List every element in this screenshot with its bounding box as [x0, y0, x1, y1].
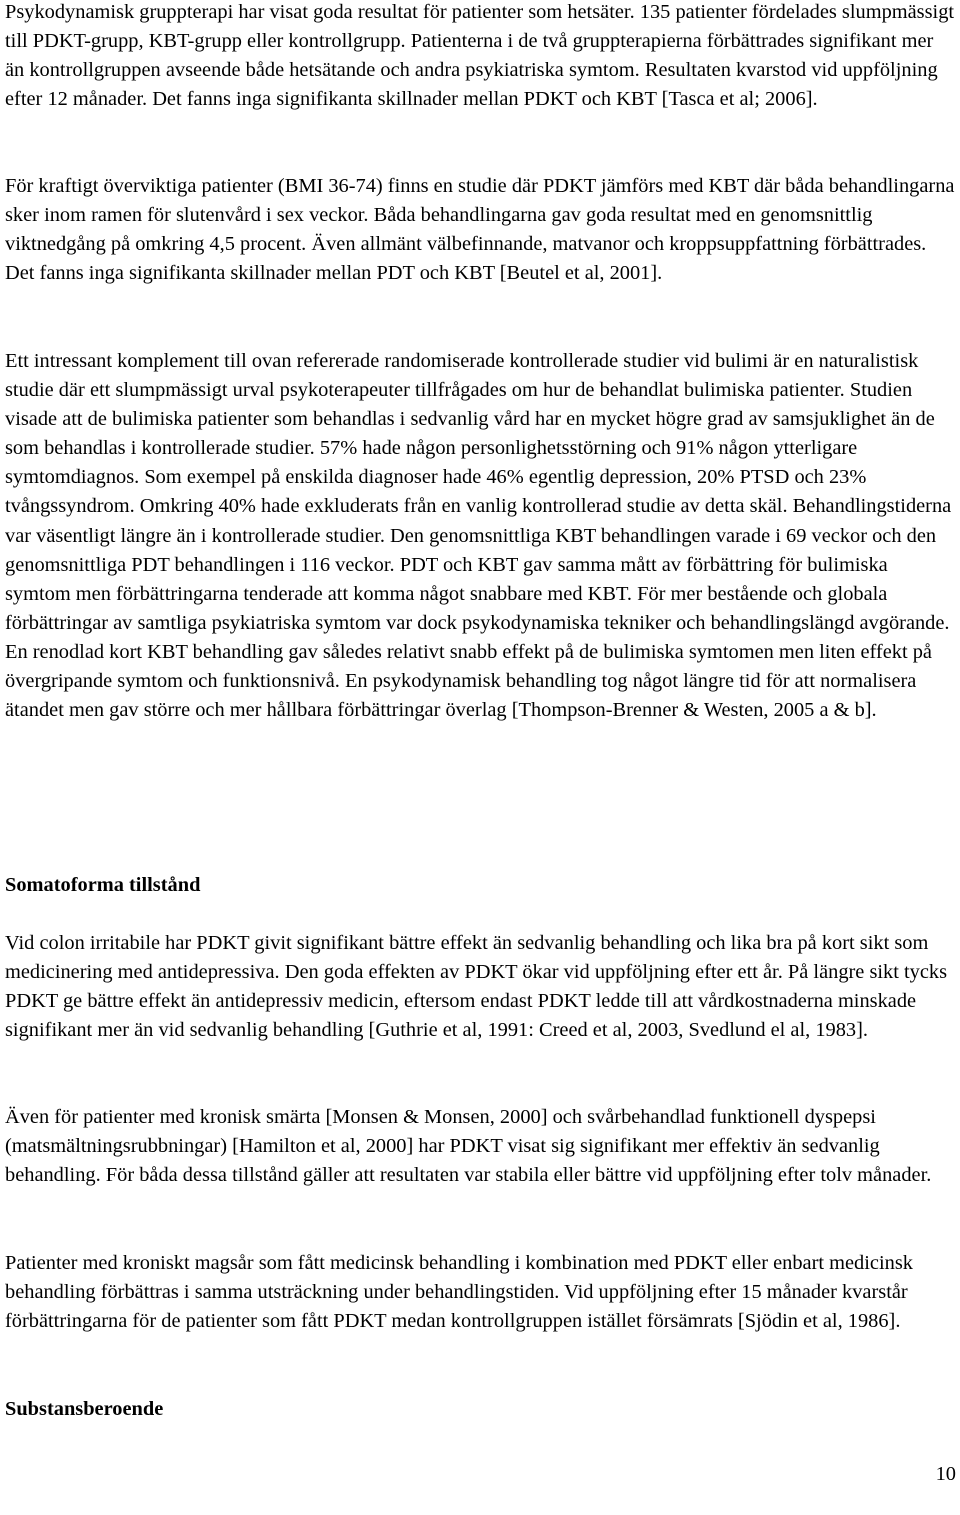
body-paragraph-naturalistic-bulimia-study: Ett intressant komplement till ovan refererade randomiserade kontrollerade studier vid bulimi är en naturalistisk studie där ett slumpmässigt urval psykoterapeuter tillfrågades om hur de behandlat bulimiska patienter. Studien visade att de bulimiska patienter som behandlas i sedvanlig vård har en mycket högre grad av samsjuklighet än de som behandlas i kontrollerade studier. 57% hade någon personlighetsstörning och 91% någon ytterligare symtomdiagnos. Som exempel på enskilda diagnoser hade 46% egentlig depression, 20% PTSD och 23% tvångssyndrom. Omkring 40% hade exkluderats från en vanlig kontrollerad studie av detta skäl. Behandlingstiderna var väsentligt längre än i kontrollerade studier. Den genomsnittliga KBT behandlingen varade i 69 veckor och den genomsnittliga PDT behandlingen i 116 veckor. PDT och KBT gav samma mått av förbättring för bulimiska symtom men förbättringarna tenderade att komma något snabbare med KBT. För mer bestående och globala förbättringar av samtliga psykiatriska symtom var dock psykodynamiska tekniker och behandlingslängd avgörande. En renodlad kort KBT behandling gav således relativt snabb effekt på de bulimiska symtomen men liten effekt på övergripande symtom och funktionsnivå. En psykodynamisk behandling tog något längre tid för att normalisera ätandet men gav större och mer hållbara förbättringar överlag [Thompson-Brenner & Westen, 2005 a & b].	[5, 350, 952, 722]
page-number: 10	[935, 1463, 956, 1485]
section-heading-substance-dependence: Substansberoende	[5, 1398, 164, 1420]
section-heading-somatoform: Somatoforma tillstånd	[5, 874, 201, 896]
body-paragraph-peptic-ulcer: Patienter med kroniskt magsår som fått medicinsk behandling i kombination med PDKT eller enbart medicinsk behandling förbättras i samma utsträckning under behandlingstiden. Vid uppföljning efter 15 månader kvarstår förbättringarna för de patienter som fått PDKT medan kontrollgruppen istället försämrats [Sjödin et al, 1986].	[5, 1252, 913, 1333]
body-paragraph-colon-irritabile: Vid colon irritabile har PDKT givit signifikant bättre effekt än sedvanlig behandling och lika bra på kort sikt som medicinering med antidepressiva. Den goda effekten av PDKT ökar vid uppföljning efter ett år. På längre sikt tycks PDKT ge bättre effekt än antidepressiv medicin, eftersom endast PDKT ledde till att vårdkostnaderna minskade signifikant mer än vid sedvanlig behandling [Guthrie et al, 1991: Creed et al, 2003, Svedlund el al, 1983].	[5, 932, 948, 1042]
body-paragraph-obesity-study: För kraftigt överviktiga patienter (BMI 36-74) finns en studie där PDKT jämförs med KBT där båda behandlingarna sker inom ramen för slutenvård i sex veckor. Båda behandlingarna gav goda resultat med en genomsnittlig viktnedgång på omkring 4,5 procent. Även allmänt välbefinnande, matvanor och kroppsuppfattning förbättrades. Det fanns inga signifikanta skillnader mellan PDT och KBT [Beutel et al, 2001].	[5, 175, 955, 285]
body-paragraph-group-therapy-binge-eating: Psykodynamisk gruppterapi har visat goda resultat för patienter som hetsäter. 135 patienter fördelades slumpmässigt till PDKT-grupp, KBT-grupp eller kontrollgrupp. Patienterna i de två gruppterapierna förbättrades signifikant mer än kontrollgruppen avseende både hetsätande och andra psykiatriska symtom. Resultaten kvarstod vid uppföljning efter 12 månader. Det fanns inga signifikanta skillnader mellan PDKT och KBT [Tasca et al; 2006].	[5, 1, 955, 111]
body-paragraph-chronic-pain-dyspepsia: Även för patienter med kronisk smärta [Monsen & Monsen, 2000] och svårbehandlad funktionell dyspepsi (matsmältningsrubbningar) [Hamilton et al, 2000] har PDKT visat sig signifikant mer effektiv än sedvanlig behandling. För båda dessa tillstånd gäller att resultaten var stabila eller bättre vid uppföljning efter tolv månader.	[5, 1106, 932, 1187]
